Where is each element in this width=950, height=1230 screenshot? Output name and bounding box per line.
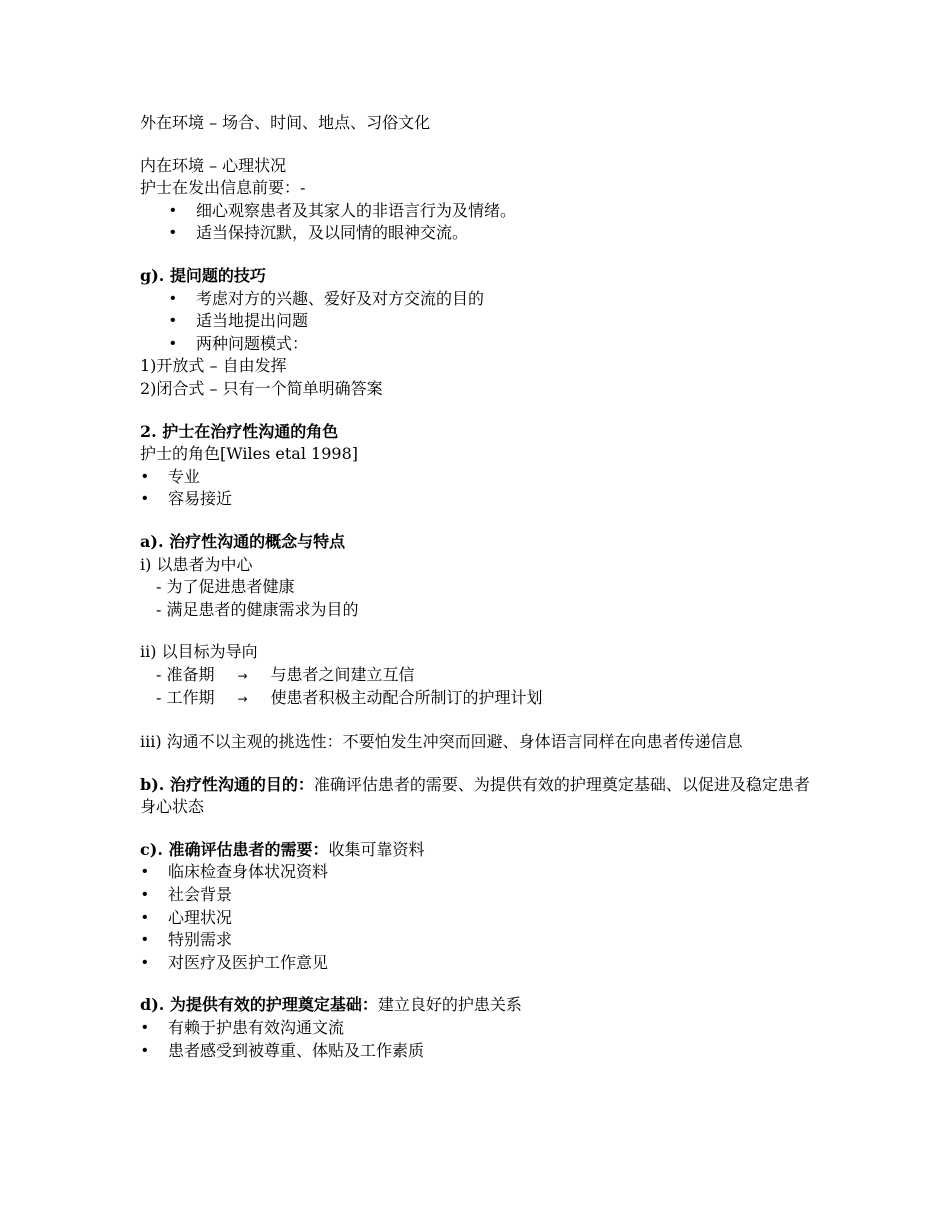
bullet-icon: • xyxy=(170,224,176,242)
bullet-icon: • xyxy=(142,953,148,971)
list-item-text: 考虑对方的兴趣、爱好及对方交流的目的 xyxy=(196,288,485,308)
bullet-icon: • xyxy=(142,467,148,485)
list-item xyxy=(140,310,820,333)
env-external: 外在环境 – 场合、时间、地点、习俗文化 xyxy=(140,113,431,132)
list-item xyxy=(140,488,820,511)
question-open: 1)开放式 – 自由发挥 xyxy=(140,356,287,376)
spacer xyxy=(140,754,820,774)
arrow-right-icon: → xyxy=(237,692,248,707)
bullet-icon: • xyxy=(142,908,148,926)
bullet-icon: • xyxy=(170,289,176,307)
before-send: 护士在发出信息前要：- xyxy=(140,178,306,198)
spacer xyxy=(140,621,820,641)
list-item-text: 细心观察患者及其家人的非语言行为及情绪。 xyxy=(196,200,517,220)
section-b xyxy=(140,774,815,819)
list-item-text: 容易接近 xyxy=(168,489,233,509)
arrow-right-icon: → xyxy=(237,668,248,683)
list-item-text: 特别需求 xyxy=(168,930,233,950)
list-item xyxy=(140,466,820,489)
point-i-item: - 满足患者的健康需求为目的 xyxy=(156,599,359,619)
point-iii: iii) 沟通不以主观的挑选性：不要怕发生冲突而回避、身体语言同样在向患者传递信息 xyxy=(140,732,743,752)
list-item xyxy=(140,1040,820,1063)
role-line: 护士的角色[Wiles etal 1998] xyxy=(140,444,359,464)
env-internal: 内在环境 – 心理状况 xyxy=(140,155,287,175)
list-item xyxy=(140,333,820,356)
stage-text: 使患者积极主动配合所制订的护理计划 xyxy=(270,688,543,708)
stage-row xyxy=(140,687,820,711)
bullet-icon: • xyxy=(142,490,148,508)
section-c xyxy=(140,839,820,862)
list-item xyxy=(140,1017,820,1040)
section-heading-g: g). 提问题的技巧 xyxy=(140,265,266,285)
list-item-text: 对医疗及医护工作意见 xyxy=(168,952,329,972)
section-heading-a: a). 治疗性沟通的概念与特点 xyxy=(140,531,346,551)
spacer xyxy=(140,711,820,731)
list-item xyxy=(140,884,820,907)
bullet-icon: • xyxy=(142,1019,148,1036)
spacer xyxy=(140,245,820,265)
point-i-item: - 为了促进患者健康 xyxy=(156,577,295,597)
bullet-icon: • xyxy=(142,1041,148,1059)
list-item xyxy=(140,222,820,245)
list-item-text: 适当保持沉默，及以同情的眼神交流。 xyxy=(196,223,469,243)
section-d-text: 建立良好的护患关系 xyxy=(377,995,522,1015)
stage-row xyxy=(140,664,820,688)
list-item xyxy=(140,952,820,975)
list-item-text: 专业 xyxy=(168,466,201,486)
stage-text: 与患者之间建立互信 xyxy=(270,664,415,684)
list-item-text: 有赖于护患有效沟通文流 xyxy=(168,1018,345,1037)
list-item xyxy=(140,288,820,311)
bullet-icon: • xyxy=(170,201,176,219)
list-item-text: 适当地提出问题 xyxy=(196,311,309,331)
spacer xyxy=(140,135,820,155)
section-b-text: 准确评估患者的需要、为提供有效的护理奠定基础、以促进及稳定患者身心状态 xyxy=(140,774,810,817)
list-item-text: 临床检查身体状况资料 xyxy=(168,862,329,882)
stage-label: - 准备期 xyxy=(156,664,215,684)
stage-label: - 工作期 xyxy=(156,688,215,708)
bullet-icon: • xyxy=(170,334,176,352)
spacer xyxy=(140,974,820,994)
list-item-text: 心理状况 xyxy=(168,907,233,927)
spacer xyxy=(140,401,820,421)
bullet-icon: • xyxy=(170,312,176,330)
section-heading-b: b). 治疗性沟通的目的： xyxy=(140,774,314,794)
section-d xyxy=(140,994,820,1017)
section-heading-c: c). 准确评估患者的需要： xyxy=(140,839,329,859)
bullet-icon: • xyxy=(142,886,148,904)
section-c-text: 收集可靠资料 xyxy=(328,839,425,859)
point-i: i) 以患者为中心 xyxy=(140,554,253,574)
bullet-icon: • xyxy=(142,863,148,881)
list-item-text: 社会背景 xyxy=(168,885,233,905)
list-item xyxy=(140,200,820,223)
section-heading-2: 2. 护士在治疗性沟通的角色 xyxy=(140,421,339,441)
question-closed: 2)闭合式 – 只有一个简单明确答案 xyxy=(140,378,383,398)
spacer xyxy=(140,511,820,531)
spacer xyxy=(140,819,820,839)
document-body xyxy=(140,112,820,1062)
list-item-text: 患者感受到被尊重、体贴及工作素质 xyxy=(168,1040,425,1060)
point-ii: ii) 以目标为导向 xyxy=(140,642,258,662)
list-item xyxy=(140,907,820,930)
section-heading-d: d). 为提供有效的护理奠定基础： xyxy=(140,995,378,1015)
bullet-icon: • xyxy=(142,931,148,949)
list-item-text: 两种问题模式： xyxy=(196,333,309,353)
list-item xyxy=(140,929,820,952)
list-item xyxy=(140,861,820,884)
